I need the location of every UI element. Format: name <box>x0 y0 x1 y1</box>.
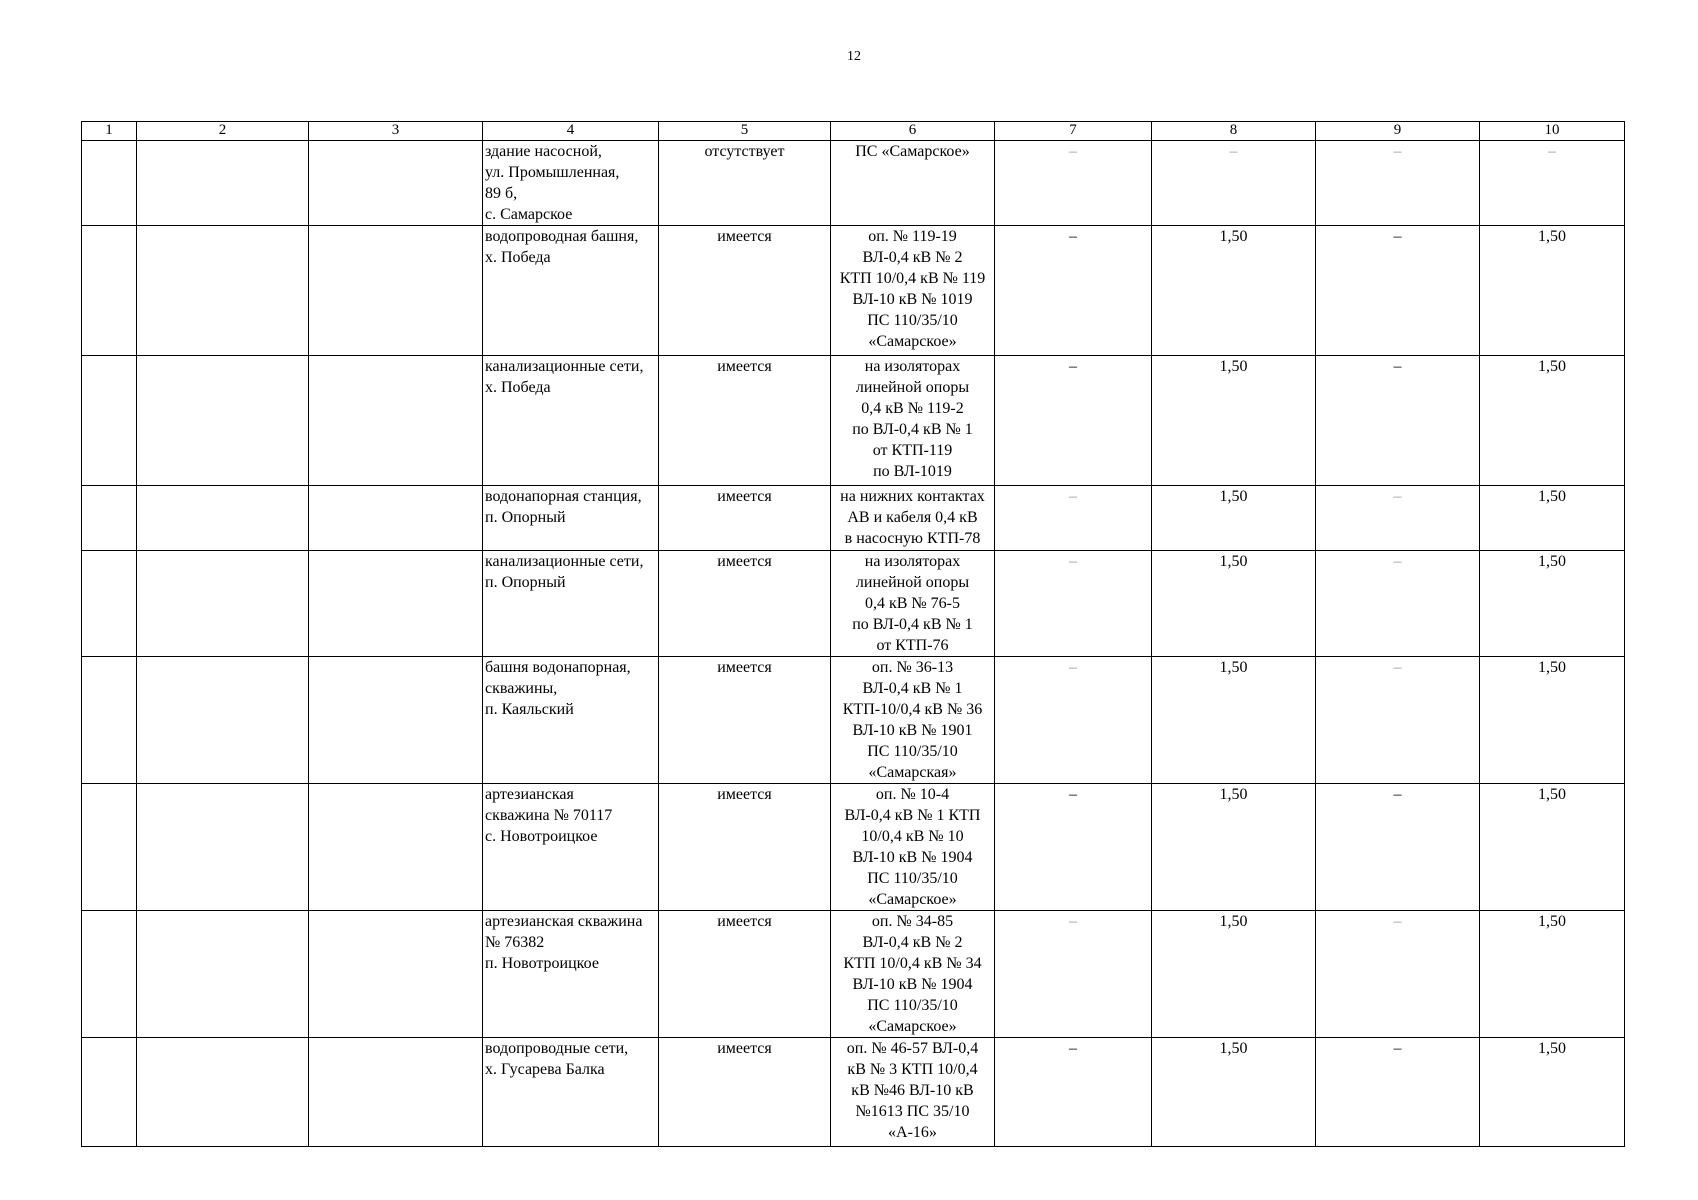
object-line: п. Опорный <box>485 509 566 526</box>
connection-line: от КТП-76 <box>876 637 949 654</box>
object-cell <box>483 657 659 784</box>
value-col-8: 1,50 <box>1152 1038 1316 1147</box>
object-cell <box>483 784 659 911</box>
cell-col-3 <box>309 657 483 784</box>
column-number: 2 <box>137 122 309 141</box>
cell-col-3 <box>309 486 483 551</box>
object-cell <box>483 356 659 486</box>
availability-cell: отсутствует <box>659 141 831 226</box>
value-col-10: 1,50 <box>1480 356 1625 486</box>
value-col-8: 1,50 <box>1152 657 1316 784</box>
column-number: 4 <box>483 122 659 141</box>
connection-line: по ВЛ-0,4 кВ № 1 <box>852 616 973 633</box>
object-line: скважины, <box>485 680 558 697</box>
availability-cell: имеется <box>659 356 831 486</box>
connection-line: 0,4 кВ № 76-5 <box>864 595 961 612</box>
connection-cell <box>831 141 995 226</box>
connection-cell <box>831 486 995 551</box>
availability-cell: имеется <box>659 226 831 356</box>
availability-cell: имеется <box>659 911 831 1038</box>
value-col-8: 1,50 <box>1152 486 1316 551</box>
table-row <box>82 551 1625 657</box>
object-line: скважина № 70117 <box>485 807 613 824</box>
connection-line: «А-16» <box>888 1124 937 1141</box>
value-col-8: 1,50 <box>1152 911 1316 1038</box>
connection-line: ВЛ-10 кВ № 1019 <box>852 291 973 308</box>
table-row <box>82 911 1625 1038</box>
column-number: 7 <box>995 122 1152 141</box>
connection-line: КТП 10/0,4 кВ № 119 <box>839 270 986 287</box>
value-col-7: – <box>995 226 1152 356</box>
table-row <box>82 226 1625 356</box>
column-number: 5 <box>659 122 831 141</box>
value-col-9: – <box>1316 486 1480 551</box>
table-row <box>82 1038 1625 1147</box>
connection-cell <box>831 911 995 1038</box>
cell-col-3 <box>309 226 483 356</box>
connection-line: «Самарская» <box>868 764 957 781</box>
value-col-9: – <box>1316 911 1480 1038</box>
connection-line: кВ №46 ВЛ-10 кВ <box>851 1082 974 1099</box>
connection-line: линейной опоры <box>855 379 970 396</box>
cell-col-1 <box>82 911 137 1038</box>
value-col-7: – <box>995 551 1152 657</box>
table-row <box>82 141 1625 226</box>
availability-cell: имеется <box>659 486 831 551</box>
object-line: 89 б, <box>485 185 518 202</box>
value-col-7: – <box>995 356 1152 486</box>
cell-col-1 <box>82 551 137 657</box>
value-col-7: – <box>995 657 1152 784</box>
object-cell <box>483 226 659 356</box>
value-col-10: 1,50 <box>1480 1038 1625 1147</box>
value-col-10: 1,50 <box>1480 551 1625 657</box>
cell-col-3 <box>309 784 483 911</box>
connection-cell <box>831 784 995 911</box>
connection-line: 0,4 кВ № 119-2 <box>861 400 964 417</box>
value-col-8: 1,50 <box>1152 784 1316 911</box>
connection-line: на изоляторах <box>864 358 961 375</box>
column-number-row <box>82 122 1625 141</box>
column-number: 6 <box>831 122 995 141</box>
table-row <box>82 356 1625 486</box>
connection-line: ВЛ-10 кВ № 1904 <box>852 849 973 866</box>
connection-cell <box>831 226 995 356</box>
value-col-9: – <box>1316 657 1480 784</box>
connection-line: КТП 10/0,4 кВ № 34 <box>843 955 982 972</box>
column-number: 9 <box>1316 122 1480 141</box>
cell-col-2 <box>137 911 309 1038</box>
connection-line: на изоляторах <box>864 553 961 570</box>
object-line: с. Новотроицкое <box>485 828 598 845</box>
connection-line: на нижних контактах <box>840 488 985 505</box>
cell-col-2 <box>137 486 309 551</box>
cell-col-3 <box>309 1038 483 1147</box>
page-number: 12 <box>847 49 861 64</box>
object-cell <box>483 486 659 551</box>
cell-col-3 <box>309 141 483 226</box>
connection-line: «Самарское» <box>868 1018 957 1035</box>
availability-cell: имеется <box>659 657 831 784</box>
object-line: п. Новотроицкое <box>485 955 599 972</box>
connection-line: 10/0,4 кВ № 10 <box>861 828 964 845</box>
cell-col-3 <box>309 551 483 657</box>
cell-col-2 <box>137 1038 309 1147</box>
object-line: х. Гусарева Балка <box>485 1061 605 1078</box>
cell-col-3 <box>309 911 483 1038</box>
connection-line: ВЛ-10 кВ № 1904 <box>852 976 973 993</box>
cell-col-2 <box>137 657 309 784</box>
connection-line: ВЛ-0,4 кВ № 2 <box>862 934 963 951</box>
object-cell <box>483 141 659 226</box>
value-col-7: – <box>995 911 1152 1038</box>
column-number: 10 <box>1480 122 1625 141</box>
value-col-10: 1,50 <box>1480 657 1625 784</box>
connection-line: ПС 110/35/10 <box>867 870 958 887</box>
object-line: водонапорная станция, <box>485 488 642 505</box>
connection-line: от КТП-119 <box>872 442 953 459</box>
object-line: канализационные сети, <box>485 553 644 570</box>
value-col-9: – <box>1316 141 1480 226</box>
cell-col-2 <box>137 356 309 486</box>
connection-line: КТП-10/0,4 кВ № 36 <box>842 701 983 718</box>
value-col-7: – <box>995 486 1152 551</box>
object-line: № 76382 <box>485 934 545 951</box>
value-col-9: – <box>1316 226 1480 356</box>
connection-line: №1613 ПС 35/10 <box>855 1103 970 1120</box>
cell-col-1 <box>82 486 137 551</box>
connection-line: ВЛ-10 кВ № 1901 <box>852 722 973 739</box>
availability-cell: имеется <box>659 551 831 657</box>
connection-cell <box>831 1038 995 1147</box>
availability-cell: имеется <box>659 1038 831 1147</box>
connection-line: ПС «Самарское» <box>855 143 970 160</box>
column-number: 8 <box>1152 122 1316 141</box>
connection-line: АВ и кабеля 0,4 кВ <box>847 509 978 526</box>
value-col-9: – <box>1316 1038 1480 1147</box>
object-cell <box>483 1038 659 1147</box>
object-line: х. Победа <box>485 249 551 266</box>
connection-line: оп. № 34-85 <box>871 913 954 930</box>
connection-line: оп. № 119-19 <box>868 228 957 245</box>
object-line: с. Самарское <box>485 206 573 223</box>
object-cell <box>483 911 659 1038</box>
connection-line: по ВЛ-0,4 кВ № 1 <box>852 421 973 438</box>
availability-cell: имеется <box>659 784 831 911</box>
cell-col-1 <box>82 784 137 911</box>
connection-line: «Самарское» <box>868 333 957 350</box>
table-body <box>82 122 1625 1147</box>
value-col-10: 1,50 <box>1480 911 1625 1038</box>
value-col-8: 1,50 <box>1152 356 1316 486</box>
object-line: п. Опорный <box>485 574 566 591</box>
value-col-7: – <box>995 1038 1152 1147</box>
table-row <box>82 657 1625 784</box>
connection-line: ПС 110/35/10 <box>867 312 958 329</box>
cell-col-2 <box>137 551 309 657</box>
connection-line: ПС 110/35/10 <box>867 743 958 760</box>
value-col-9: – <box>1316 551 1480 657</box>
cell-col-1 <box>82 657 137 784</box>
value-col-8: – <box>1152 141 1316 226</box>
connection-cell <box>831 356 995 486</box>
value-col-8: 1,50 <box>1152 226 1316 356</box>
column-number: 1 <box>82 122 137 141</box>
object-line: ул. Промышленная, <box>485 164 620 181</box>
object-line: водопроводная башня, <box>485 228 639 245</box>
value-col-7: – <box>995 784 1152 911</box>
connection-cell <box>831 657 995 784</box>
object-line: п. Каяльский <box>485 701 574 718</box>
object-line: артезианская <box>485 786 574 803</box>
cell-col-2 <box>137 141 309 226</box>
object-line: здание насосной, <box>485 143 602 160</box>
connection-line: ВЛ-0,4 кВ № 1 КТП <box>844 807 981 824</box>
object-line: водопроводные сети, <box>485 1040 629 1057</box>
connection-line: ВЛ-0,4 кВ № 1 <box>862 680 963 697</box>
value-col-9: – <box>1316 356 1480 486</box>
connection-line: ПС 110/35/10 <box>867 997 958 1014</box>
value-col-10: – <box>1480 141 1625 226</box>
connection-line: в насосную КТП-78 <box>844 530 981 547</box>
table-row <box>82 486 1625 551</box>
object-line: канализационные сети, <box>485 358 644 375</box>
connection-line: оп. № 10-4 <box>875 786 950 803</box>
object-cell <box>483 551 659 657</box>
document-table <box>81 121 1625 1147</box>
object-line: башня водонапорная, <box>485 659 631 676</box>
value-col-10: 1,50 <box>1480 486 1625 551</box>
value-col-7: – <box>995 141 1152 226</box>
cell-col-2 <box>137 784 309 911</box>
connection-line: по ВЛ-1019 <box>873 463 952 480</box>
connection-line: «Самарское» <box>868 891 957 908</box>
table-row <box>82 784 1625 911</box>
connection-line: оп. № 36-13 <box>871 659 954 676</box>
cell-col-1 <box>82 356 137 486</box>
cell-col-2 <box>137 226 309 356</box>
object-line: х. Победа <box>485 379 551 396</box>
column-number: 3 <box>309 122 483 141</box>
connection-line: оп. № 46-57 ВЛ-0,4 <box>846 1040 979 1057</box>
value-col-8: 1,50 <box>1152 551 1316 657</box>
value-col-10: 1,50 <box>1480 226 1625 356</box>
connection-line: ВЛ-0,4 кВ № 2 <box>862 249 963 266</box>
cell-col-3 <box>309 356 483 486</box>
object-line: артезианская скважина <box>485 913 643 930</box>
value-col-9: – <box>1316 784 1480 911</box>
cell-col-1 <box>82 1038 137 1147</box>
connection-line: линейной опоры <box>855 574 970 591</box>
cell-col-1 <box>82 141 137 226</box>
cell-col-1 <box>82 226 137 356</box>
connection-line: кВ № 3 КТП 10/0,4 <box>847 1061 978 1078</box>
connection-cell <box>831 551 995 657</box>
value-col-10: 1,50 <box>1480 784 1625 911</box>
